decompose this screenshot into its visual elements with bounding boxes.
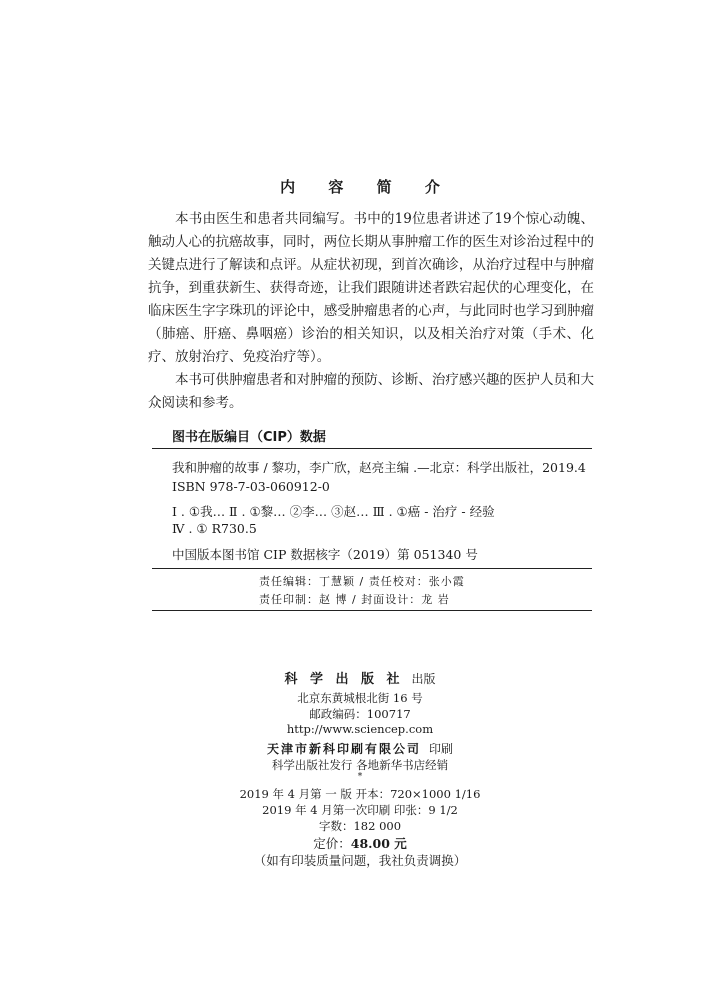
credits-line-2: 责任印制：赵 博 / 封面设计：龙 岩 [259, 593, 450, 606]
summary-paragraph: 本书由医生和患者共同编写。书中的19位患者讲述了19个惊心动魄、触动人心的抗癌故事，同时，两位长期从事肿瘤工作的医生对诊治过程中的关键点进行了解读和点评。从症状初现，到首次确诊，从治疗过程中与肿瘤抗争，到重获新生、获得奇迹，让我们跟随讲述者跌宕起伏的心理变化，在临床医生字字珠玑的评论中，感受肿瘤患者的心声，与此同时也学习到肿瘤（肺癌、肝癌、鼻咽癌）诊治的相关知识，以及相关治疗对策（手术、化疗、放射治疗、免疫治疗等）。 [148, 211, 594, 365]
printer-line [0, 740, 720, 757]
cip-heading: 图书在版编目（CIP）数据 [172, 430, 326, 445]
publisher-suffix: 出版 [411, 672, 436, 686]
word-count: 字数：182 000 [318, 819, 402, 833]
cip-classification-2: Ⅳ . ① R730.5 [172, 521, 257, 536]
publisher-postcode: 邮政编码：100717 [309, 707, 411, 721]
price-value: 48.00 元 [350, 836, 407, 851]
publisher-name: 科 学 出 版 社 [284, 672, 404, 687]
cip-record: 我和肿瘤的故事 / 黎功，李广欣，赵亮主编 .—北京：科学出版社，2019.4 [172, 460, 586, 475]
price-line [0, 834, 720, 852]
publisher-address: 北京东黄城根北街 16 号 [297, 691, 423, 705]
cip-isbn: ISBN 978-7-03-060912-0 [172, 479, 330, 494]
printer-name: 天津市新科印刷有限公司 [266, 742, 421, 756]
quality-notice: （如有印装质量问题，我社负责调换） [253, 853, 467, 868]
cip-classification-1: Ⅰ . ①我… Ⅱ . ①黎… ②李… ③赵… Ⅲ . ①癌 - 治疗 - 经验 [172, 504, 495, 519]
price-label: 定价： [313, 836, 351, 851]
summary-title: 内 容 简 介 [280, 178, 454, 196]
publisher-website: http://www.sciencep.com [286, 722, 434, 736]
publisher-line [0, 668, 720, 687]
edition-line: 2019 年 4 月第 一 版 开本：720×1000 1/16 [239, 787, 481, 801]
cip-bottom-rule [152, 568, 592, 569]
printer-suffix: 印刷 [429, 742, 454, 756]
printing-line: 2019 年 4 月第一次印刷 印张：9 1/2 [262, 803, 458, 817]
separator-asterisk: * [357, 772, 363, 782]
credits-bottom-rule [152, 610, 592, 611]
cip-number: 中国版本图书馆 CIP 数据核字（2019）第 051340 号 [172, 547, 478, 562]
distribution-line: 科学出版社发行 各地新华书店经销 [271, 758, 449, 772]
summary-body [148, 208, 594, 415]
cip-top-rule [152, 448, 592, 449]
credits-line-1: 责任编辑：丁慧颖 / 责任校对：张小霞 [259, 575, 465, 588]
summary-paragraph: 本书可供肿瘤患者和对肿瘤的预防、诊断、治疗感兴趣的医护人员和大众阅读和参考。 [148, 372, 594, 411]
